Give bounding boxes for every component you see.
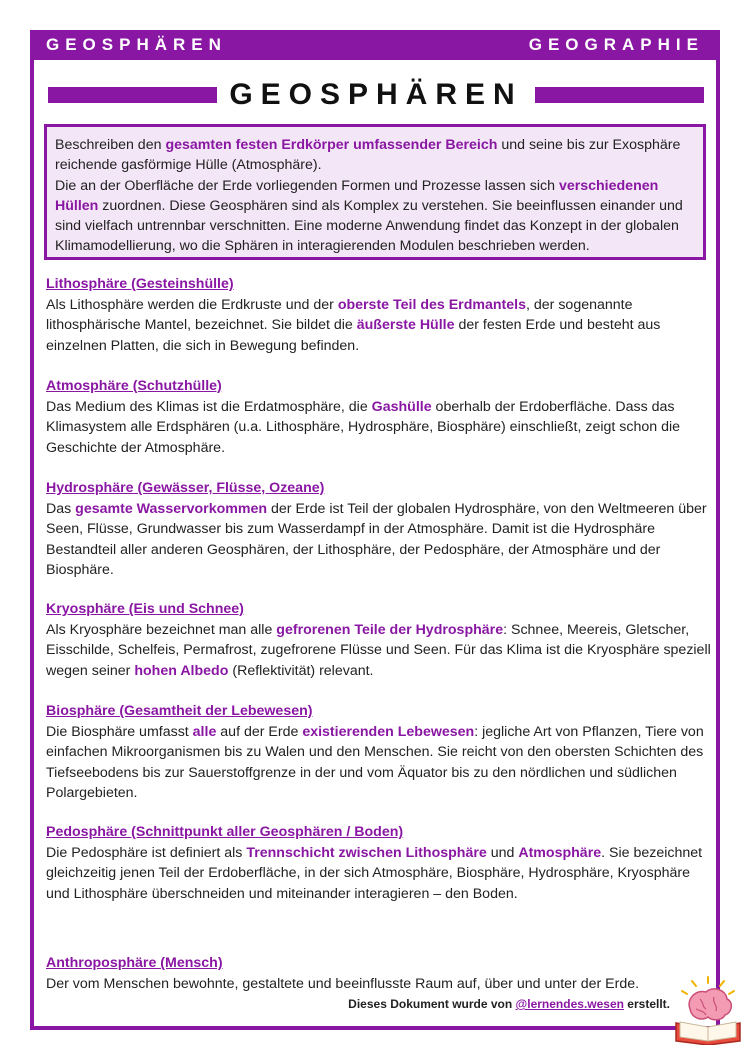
- section-heading: Hydrosphäre (Gewässer, Flüsse, Ozeane): [46, 480, 325, 496]
- highlight-text: Atmosphäre: [518, 844, 602, 861]
- body-text: oberhalb der Erdoberfläche. Dass das Klimasystem alle Erdsphären (u.a. Lithosphäre, Hydrosphäre, Biosphäre) einschließt, zeigt schon die Geschichte der Atmosphäre.: [46, 398, 681, 456]
- section-kryosphaere: [46, 599, 712, 681]
- body-text: . Sie bezeichnet gleichzeitig jenen Teil der Erdoberfläche, in der sich Atmosphäre, Biosphäre, Hydrosphäre, Kryosphäre und Lithosphäre überschneiden und miteinander interagieren – den Boden.: [46, 844, 703, 902]
- body-text: auf der Erde: [216, 723, 303, 740]
- section-biosphaere: [46, 701, 712, 804]
- page-title: GEOSPHÄREN: [229, 78, 523, 111]
- footer-credit: [348, 997, 670, 1011]
- body-text: der Erde ist Teil der globalen Hydrosphäre, von den Weltmeeren über Seen, Flüsse, Grundwasser bis zum Wasserdampf in der Atmosphäre. Damit ist die Hydrosphäre Bestandteil aller anderen Geosphären, der Lithosphäre, der Pedosphäre, der Atmosphäre und der Biosphäre.: [46, 500, 707, 578]
- section-heading: Pedosphäre (Schnittpunkt aller Geosphären / Boden): [46, 824, 404, 840]
- body-text: Als Lithosphäre werden die Erdkruste und der: [46, 296, 338, 313]
- section-body: [46, 620, 712, 682]
- header-left-label: GEOSPHÄREN: [46, 35, 227, 54]
- body-text: der festen Erde und besteht aus einzelnen Platten, die sich in Bewegung befinden.: [46, 317, 661, 354]
- section-heading: Atmosphäre (Schutzhülle): [46, 378, 222, 394]
- section-heading: Anthroposphäre (Mensch): [46, 955, 223, 971]
- highlight-text: hohen Albedo: [134, 662, 229, 679]
- body-text: (Reflektivität) relevant.: [228, 662, 374, 679]
- body-text: , der sogenannte lithosphärische Mantel, bezeichnet. Sie bildet die: [46, 296, 633, 333]
- body-text: Das: [46, 500, 76, 517]
- section-heading: Lithosphäre (Gesteinshülle): [46, 276, 234, 292]
- highlight-text: äußerste Hülle: [356, 317, 455, 333]
- highlight-text: gesamten festen Erdkörper umfassender Bereich: [165, 137, 498, 153]
- highlight-text: Gashülle: [371, 398, 432, 415]
- highlight-text: oberste Teil des Erdmantels: [337, 296, 526, 313]
- body-text: und seine bis zur Exosphäre reichende gasförmige Hülle (Atmosphäre).: [55, 137, 681, 174]
- highlight-text: gesamte Wasservorkommen: [75, 500, 268, 517]
- header-bar: [30, 30, 720, 60]
- title-bar-right: [535, 87, 704, 103]
- section-body: [46, 499, 712, 581]
- section-body: [46, 974, 712, 995]
- intro-box: [44, 124, 706, 260]
- highlight-text: Trennschicht zwischen Lithosphäre: [246, 844, 487, 861]
- section-body: [46, 397, 712, 459]
- brain-on-book-icon: [670, 975, 746, 1045]
- title-row: [48, 76, 704, 114]
- section-atmosphaere: [46, 376, 712, 458]
- section-pedosphaere: [46, 822, 712, 904]
- body-text: Das Medium des Klimas ist die Erdatmosphäre, die: [46, 398, 372, 415]
- body-text: zuordnen. Diese Geosphären sind als Komplex zu verstehen. Sie beeinflussen einander und sind vielfach untrennbar verschnitten. Eine moderne Anwendung findet das Konzept in der globalen Klimamodellierung, wo die Sphären in interagierenden Modulen beschrieben werden.: [55, 197, 683, 255]
- body-text: und: [486, 844, 519, 861]
- author-link[interactable]: @lernendes.wesen: [515, 997, 624, 1011]
- section-anthroposphaere: [46, 953, 712, 994]
- footer-prefix: Dieses Dokument wurde von: [348, 997, 516, 1011]
- body-text: Beschreiben den: [55, 137, 166, 153]
- body-text: Als Kryosphäre bezeichnet man alle: [46, 621, 277, 638]
- highlight-text: verschiedenen Hüllen: [55, 177, 659, 214]
- highlight-text: alle: [192, 723, 217, 740]
- section-body: [46, 295, 712, 357]
- section-heading: Biosphäre (Gesamtheit der Lebewesen): [46, 703, 313, 719]
- body-text: Der vom Menschen bewohnte, gestaltete und beeinflusste Raum auf, über und unter der Erde.: [46, 975, 640, 992]
- section-body: [46, 843, 712, 905]
- section-hydrosphaere: [46, 478, 712, 581]
- body-text: : Schnee, Meereis, Gletscher, Eisschilde, Schelfeis, Permafrost, zugefrorene Flüsse und Seen. Für das Klima ist die Kryosphäre speziell wegen seiner: [46, 621, 711, 679]
- body-text: Die an der Oberfläche der Erde vorliegenden Formen und Prozesse lassen sich: [55, 177, 559, 194]
- highlight-text: existierenden Lebewesen: [302, 723, 475, 740]
- title-bar-left: [48, 87, 217, 103]
- section-lithosphaere: [46, 274, 712, 356]
- body-text: Die Biosphäre umfasst: [46, 723, 193, 740]
- highlight-text: gefrorenen Teile der Hydrosphäre: [276, 621, 504, 638]
- header-right-label: GEOGRAPHIE: [528, 35, 704, 54]
- body-text: Die Pedosphäre ist definiert als: [46, 844, 247, 861]
- section-body: [46, 722, 712, 804]
- footer-suffix: erstellt.: [623, 997, 670, 1011]
- body-text: : jegliche Art von Pflanzen, Tiere von einfachen Mikroorganismen bis zu Walen und den Menschen. Sie reicht von den obersten Schichten des Tiefseebodens bis zur Sauerstoffgrenze in der und vom Äquator bis zu den nördlichen und südlichen Polargebieten.: [46, 723, 704, 801]
- section-heading: Kryosphäre (Eis und Schnee): [46, 601, 244, 617]
